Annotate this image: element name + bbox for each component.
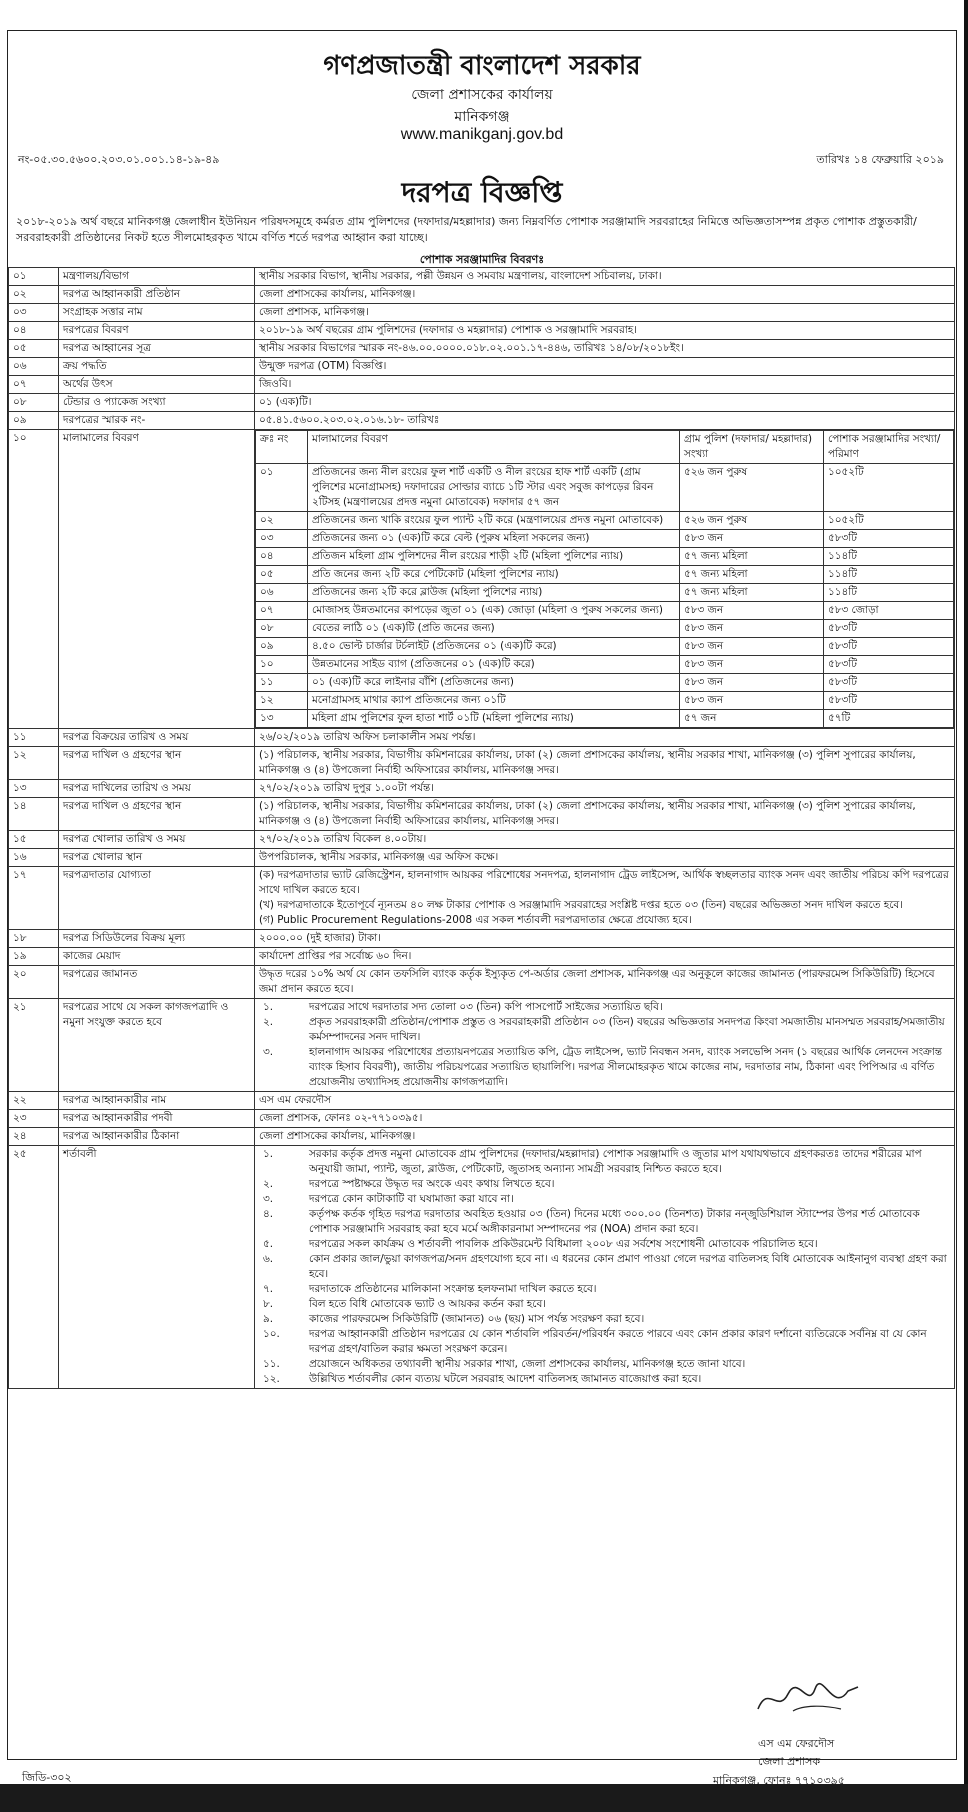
eligibility-line: (খ) দরপত্রদাতাকে ইতোপূর্বে ন্যূনতম ৪০ লক্ষ টাকার পোশাক ও সরঞ্জামাদি সরবরাহের সংশ্লিষ্ট দপ্তর হতে ০৩ (তিন) বছরের অভিজ্ঞতা সনদ দাখিল করতে হবে। [259,899,903,911]
goods-item-description: প্রতিজন মহিলা গ্রাম পুলিশদের নীল রংয়ের শাড়ী ২টি (মহিলা পুলিশের ন্যায়) [308,548,680,566]
goods-row [256,710,954,728]
goods-item-quantity: ১১৪টি [824,566,954,584]
table-row [9,1110,955,1128]
notice-frame [7,30,957,1787]
row-value: (১) পরিচালক, স্থানীয় সরকার, বিভাগীয় কমিশনারের কার্যালয়, ঢাকা (২) জেলা প্রশাসকের কার্যালয়, স্থানীয় সরকার শাখা, মানিকগঞ্জ (৩) পুলিশ সুপারের কার্যালয়, মানিকগঞ্জ ও (৪) উপজেলা নির্বাহী অফিসারের কার্যালয়, মানিকগঞ্জ সদর। [255,747,955,780]
goods-row [256,548,954,566]
list-item-number: ৬. [263,1253,274,1265]
list-item [259,1357,950,1372]
table-row [9,747,955,780]
list-item [259,1192,950,1207]
goods-header-row [256,431,954,464]
goods-item-quantity: ১০৫২টি [824,464,954,512]
row-number: ০৫ [9,340,59,358]
row-number: ২০ [9,966,59,999]
row-label: দরপত্র আহ্বানের সূত্র [59,340,255,358]
goods-row [256,512,954,530]
row-label: সংগ্রাহক সত্তার নাম [59,304,255,322]
list-item-number: ১২. [263,1373,280,1385]
goods-table [255,430,954,728]
mid-rows-2 [9,930,955,999]
row-value: কার্যাদেশ প্রাপ্তির পর সর্বোচ্চ ৬০ দিন। [255,948,955,966]
row-label: দরপত্রের জামানত [59,966,255,999]
row-label: দরপত্রের বিবরণ [59,322,255,340]
goods-item-description: প্রতি জনের জন্য ২টি করে পেটিকোট (মহিলা পুলিশের ন্যায়) [308,566,680,584]
goods-item-quantity: ১১৪টি [824,548,954,566]
row-value: উদ্ধৃত দরের ১০% অর্থ যে কোন তফসিলি ব্যাংক কর্তৃক ইস্যুকৃত পে-অর্ডার জেলা প্রশাসক, মানিকগঞ্জ এর অনুকূলে কাজের জামানত (পারফরমেন্স সিকিউরিটি) হিসেবে জমা প্রদান করতে হবে। [255,966,955,999]
table-row [9,831,955,849]
goods-item-recipients: ৫৮৩ জন [680,602,824,620]
row-label: মালামালের বিবরণ [59,430,255,729]
row-value: স্থানীয় সরকার বিভাগ, স্থানীয় সরকার, পল্লী উন্নয়ন ও সমবায় মন্ত্রণালয়, বাংলাদেশ সচিবালয়, ঢাকা। [255,268,955,286]
list-item-number: ২. [263,1016,274,1028]
row-number: ২১ [9,999,59,1092]
signer-contact: মানিকগঞ্জ, ফোনঃ ৭৭১০৩৯৫ [713,1774,845,1787]
goods-header: পোশাক সরঞ্জামাদির সংখ্যা/পরিমাণ [824,431,954,464]
goods-item-recipients: ৫৮৩ জন [680,692,824,710]
goods-item-number: ০৯ [256,638,308,656]
table-row [9,358,955,376]
goods-item-description: মনোগ্রামসহ মাথার ক্যাপ প্রতিজনের জন্য ০১টি [308,692,680,710]
documents-cell [255,999,955,1092]
website-link[interactable]: www.manikganj.gov.bd [400,126,564,143]
list-item-number: ৪. [263,1208,274,1220]
list-item [259,1147,950,1177]
list-item-number: ১. [263,1148,274,1160]
table-row [9,966,955,999]
goods-item-quantity: ১১৪টি [824,584,954,602]
list-item-number: ৩. [263,1046,274,1058]
row-number: ১২ [9,747,59,780]
row-number: ১৫ [9,831,59,849]
list-item-text: কোন প্রকার জাল/ভুয়া কাগজপত্র/সনদ গ্রহণযোগ্য হবে না। এ ধরনের কোন প্রমাণ পাওয়া গেলে দরপত্র বাতিলসহ বিধি মোতাবেক আইনানুগ ব্যবস্থা গ্রহণ করা হবে। [309,1253,947,1280]
list-item-text: দরপত্রের সকল কার্যক্রম ও শর্তাবলী পাবলিক প্রকিউরমেন্ট বিধিমালা ২০০৮ এর সর্বশেষ সংশোধনী মোতাবেক পরিচালিত হবে। [309,1238,818,1250]
goods-item-number: ০২ [256,512,308,530]
row-number: ০৯ [9,412,59,430]
row-value: ২৭/০২/২০১৯ তারিখ বিকেল ৪.০০টায়। [255,831,955,849]
eligibility-cell [255,867,955,930]
mid-rows [9,729,955,867]
row-label: অর্থের উৎস [59,376,255,394]
goods-item-recipients: ৫৮৩ জন [680,656,824,674]
row-number: ১১ [9,729,59,747]
goods-item-quantity: ১০৫২টি [824,512,954,530]
goods-item-description: উন্নতমানের সাইড ব্যাগ (প্রতিজনের ০১ (এক)টি করে) [308,656,680,674]
goods-item-number: ১০ [256,656,308,674]
row-label: মন্ত্রণালয়/বিভাগ [59,268,255,286]
list-item-text: কাজের পারফরমেন্স সিকিউরিটি (জামানত) ০৬ (ছয়) মাস পর্যন্ত সংরক্ষণ করা হবে। [309,1313,645,1325]
list-item-number: ১১. [263,1358,280,1370]
bottom-rows [9,1092,955,1146]
goods-item-quantity: ৫৮৩টি [824,530,954,548]
goods-item-number: ০১ [256,464,308,512]
row-label: দরপত্র আহ্বানকারীর পদবী [59,1110,255,1128]
memo-number: নং-০৫.৩০.৫৬০০.২০৩.০১.০০১.১৪-১৯-৪৯ [18,153,220,166]
goods-item-number: ০৪ [256,548,308,566]
signer-title: জেলা প্রশাসক [758,1755,821,1768]
row-value: জেলা প্রশাসকের কার্যালয়, মানিকগঞ্জ। [255,286,955,304]
table-row [9,376,955,394]
row-label: কাজের মেয়াদ [59,948,255,966]
row-number: ০৪ [9,322,59,340]
row-label: ক্রয় পদ্ধতি [59,358,255,376]
row-value: জেলা প্রশাসক, মানিকগঞ্জ। [255,304,955,322]
row-number: ১৬ [9,849,59,867]
goods-item-quantity: ৫৮৩টি [824,674,954,692]
row-value: (১) পরিচালক, স্থানীয় সরকার, বিভাগীয় কমিশনারের কার্যালয়, ঢাকা (২) জেলা প্রশাসকের কার্যালয়, স্থানীয় সরকার শাখা, মানিকগঞ্জ (৩) পুলিশ সুপারের কার্যালয়, মানিকগঞ্জ ও (৪) উপজেলা নির্বাহী অফিসারের কার্যালয়, মানিকগঞ্জ সদর। [255,798,955,831]
list-item [259,1237,950,1252]
goods-item-recipients: ৫৮৩ জন [680,674,824,692]
row-label: দরপত্রের সাথে যে সকল কাগজপত্রাদি ও নমুনা সংযুক্ত করতে হবে [59,999,255,1092]
goods-item-recipients: ৫৭ জন্য মহিলা [680,584,824,602]
row-label: দরপত্র বিক্রয়ের তারিখ ও সময় [59,729,255,747]
goods-item-number: ১৩ [256,710,308,728]
list-item-text: প্রকৃত সরবরাহকারী প্রতিষ্ঠান/পোশাক প্রস্তুত ও সরবরাহকারী প্রতিষ্ঠান ০৩ (তিন) বছরের অভিজ্ঞতার সনদপত্র কিংবা সমজাতীয় মানসম্মত সরবরাহ/সমজাতীয় কর্মসম্পাদনের সনদ দাখিল। [309,1016,945,1043]
row-label: দরপত্র খোলার তারিখ ও সময় [59,831,255,849]
goods-item-number: ১১ [256,674,308,692]
list-item [259,1252,950,1282]
goods-item-recipients: ৫৮৩ জন [680,638,824,656]
row-value: ০৫.৪১.৫৬০০.২০৩.০২.০১৬.১৮- তারিখঃ [255,412,955,430]
row-label: দরপত্র আহ্বানকারীর ঠিকানা [59,1128,255,1146]
goods-row [256,638,954,656]
goods-item-recipients: ৫৭ জন্য মহিলা [680,548,824,566]
row-number: ২৫ [9,1146,59,1389]
goods-item-quantity: ৫৮৩ জোড়া [824,602,954,620]
goods-item-description: মোজাসহ উন্নতমানের কাপড়ের জুতা ০১ (এক) জোড়া (মহিলা ও পুরুষ সকলের জন্য) [308,602,680,620]
row-number: ২২ [9,1092,59,1110]
goods-item-description: মহিলা গ্রাম পুলিশের ফুল হাতা শার্ট ০১টি (মহিলা পুলিশের ন্যায়) [308,710,680,728]
list-item [259,1045,950,1090]
list-item-text: হালনাগাদ আয়কর পরিশোধের প্রত্যায়নপত্রের সত্যায়িত কপি, ট্রেড লাইসেন্স, ভ্যাট নিবন্ধন সনদ, ব্যাংক সলভেন্সি সনদ (১ বছরের আর্থিক লেনদেন সংক্রান্ত ব্যাংক হিসাব বিবরণী), জাতীয় পরিচয়পত্রের সত্যায়িত ছায়ালিপি। দরপত্র সীলমোহরকৃত খামে কাজের নাম, দরদাতার নাম, ঠিকানা এবং পিপিআর এ বর্ণিত প্রয়োজনীয় তথ্যাদিসহ প্রয়োজনীয় কাগজপত্রাদি। [309,1046,942,1088]
goods-item-recipients: ৫২৬ জন পুরুষ [680,464,824,512]
table-row [9,948,955,966]
row-label: দরপত্রের স্মারক নং- [59,412,255,430]
row-value: ০১ (এক)টি। [255,394,955,412]
row-number: ০১ [9,268,59,286]
row-label: দরপত্র দাখিল ও গ্রহণের স্থান [59,747,255,780]
goods-row [256,530,954,548]
row-label: দরপত্র খোলার স্থান [59,849,255,867]
table-row [9,394,955,412]
row-number: ১৪ [9,798,59,831]
goods-item-recipients: ৫৮৩ জন [680,530,824,548]
goods-row [256,656,954,674]
row-number: ১৯ [9,948,59,966]
list-item-number: ২. [263,1178,274,1190]
row-number: ২৩ [9,1110,59,1128]
list-item-number: ৫. [263,1238,274,1250]
row-number: ১৮ [9,930,59,948]
row-label: দরপত্র দাখিলের তারিখ ও সময় [59,780,255,798]
row-number: ২৪ [9,1128,59,1146]
goods-header: গ্রাম পুলিশ (দফাদার/ মহল্লাদার) সংখ্যা [680,431,824,464]
table-row [9,322,955,340]
table-row [9,930,955,948]
district-name: মানিকগঞ্জ [454,109,510,125]
government-title: গণপ্রজাতন্ত্রী বাংলাদেশ সরকার [323,51,641,81]
goods-row [256,692,954,710]
row-label: টেন্ডার ও প্যাকেজ সংখ্যা [59,394,255,412]
list-item-number: ১. [263,1001,274,1013]
table-row [9,286,955,304]
eligibility-section [9,867,955,930]
row-value: স্থানীয় সরকার বিভাগের স্মারক নং-৪৬.০০.০০০০.০১৮.০২.০০১.১৭-৪৪৬, তারিখঃ ১৪/০৮/২০১৮ইং। [255,340,955,358]
goods-header: মালামালের বিবরণ [308,431,680,464]
list-item-number: ৭. [263,1283,274,1295]
row-value: জেলা প্রশাসকের কার্যালয়, মানিকগঞ্জ। [255,1128,955,1146]
goods-row [256,620,954,638]
list-item-text: দরপত্রে স্পষ্টাক্ষরে উদ্ধৃত দর অংকে এবং কথায় লিখতে হবে। [309,1178,555,1190]
row-label: দরপত্র আহ্বানকারীর নাম [59,1092,255,1110]
row-number: ০৩ [9,304,59,322]
row-value: উপপরিচালক, স্থানীয় সরকার, মানিকগঞ্জ এর অফিস কক্ষে। [255,849,955,867]
goods-item-description: প্রতিজনের জন্য খাকি রংয়ের ফুল প্যান্ট ২টি করে (মন্ত্রণালয়ের প্রদত্ত নমুনা মোতাবেক) [308,512,680,530]
top-rows [9,268,955,430]
goods-item-quantity: ৫৭টি [824,710,954,728]
row-number: ০৬ [9,358,59,376]
list-item [259,1297,950,1312]
section-heading: পোশাক সরঞ্জামাদির বিবরণঃ [419,253,545,266]
goods-row [256,566,954,584]
goods-item-number: ১২ [256,692,308,710]
goods-item-number: ০৩ [256,530,308,548]
row-number: ১৩ [9,780,59,798]
goods-item-recipients: ৫৭ জন [680,710,824,728]
list-item-text: উল্লিখিত শর্তাবলীর কোন ব্যত্যয় ঘটলে সরবরাহ আদেশ বাতিলসহ জামানত বাজেয়াপ্ত করা হবে। [309,1373,702,1385]
goods-item-number: ০৮ [256,620,308,638]
list-item-number: ৩. [263,1193,274,1205]
list-item-text: দরপত্রে কোন কাটাকাটি বা ঘষামাজা করা যাবে না। [309,1193,514,1205]
footer-code: জিডি-৩০২ [22,1771,72,1784]
list-item [259,1015,950,1045]
goods-item-description: ৪.৫০ ভোল্ট চার্জার টর্চলাইট (প্রতিজনের ০১ (এক)টি করে) [308,638,680,656]
row-label: দরপত্রদাতার যোগ্যতা [59,867,255,930]
list-item-text: প্রয়োজনে অধিকতর তথ্যাবলী স্থানীয় সরকার শাখা, জেলা প্রশাসকের কার্যালয়, মানিকগঞ্জ হতে জানা যাবে। [309,1358,746,1370]
goods-row [256,674,954,692]
table-row [9,780,955,798]
goods-item-recipients: ৫২৬ জন পুরুষ [680,512,824,530]
row-value: ২০১৮-১৯ অর্থ বছরের গ্রাম পুলিশদের (দফাদার ও মহল্লাদার) পোশাক ও সরঞ্জামাদি সরবরাহ। [255,322,955,340]
table-row [9,798,955,831]
table-row [9,1146,955,1389]
list-item-text: দরপত্র আহ্বানকারী প্রতিষ্ঠান দরপত্রের যে কোন শর্তাবলি পরিবর্তন/পরিবর্ধন করতে পারবে এবং কোন প্রকার কারণ দর্শানো ব্যতিরেকে সর্বনিম্ন বা যে কোন দরপত্র গ্রহণ/বাতিল করার ক্ষমতা সংরক্ষণ করেন। [309,1328,927,1355]
list-item-text: বিল হতে বিধি মোতাবেক ভ্যাট ও আয়কর কর্তন করা হবে। [309,1298,546,1310]
intro-paragraph: ২০১৮-২০১৯ অর্থ বছরে মানিকগঞ্জ জেলাধীন ইউনিয়ন পরিষদসমূহে কর্মরত গ্রাম পুলিশদের (দফাদার/মহল্লাদার) জন্য নিম্নবর্ণিত পোশাক সরঞ্জামাদি সরবরাহের নিমিত্তে অভিজ্ঞতাসম্পন্ন প্রকৃত পোশাক প্রস্তুতকারী/সরবরাহকারী প্রতিষ্ঠানের নিকট হতে সীলমোহরকৃত খামে বর্ণিত শর্তে দরপত্র আহ্বান করা যাচ্ছে। [16,215,917,244]
goods-item-quantity: ৫৮৩টি [824,620,954,638]
list-item-text: দরপত্রের সাথে দরদাতার সদ্য তোলা ০৩ (তিন) কপি পাসপোর্ট সাইজের সত্যায়িত ছবি। [309,1001,663,1013]
table-row [9,999,955,1092]
table-row [9,304,955,322]
goods-row [256,464,954,512]
row-value: ২৭/০২/২০১৯ তারিখ দুপুর ১.০০টা পর্যন্ত। [255,780,955,798]
goods-row [256,584,954,602]
table-row [9,1128,955,1146]
table-row [9,412,955,430]
list-item-text: কর্তৃপক্ষ কর্তক গৃহিত দরপত্র দরদাতার অবহিত হওয়ার ০৩ (তিন) দিনের মধ্যে ৩০০.০০ (তিনশত) টাকার নন্জুডিশিয়াল স্ট্যাম্পের উপর শর্ত মোতাবেক পোশাক সরঞ্জামাদি সরবরাহ করা হবে মর্মে অঙ্গীকারনামা সম্পাদনের পর (NOA) প্রদান করা হবে। [309,1208,920,1235]
office-name: জেলা প্রশাসকের কার্যালয় [411,87,553,103]
list-item-number: ৯. [263,1313,274,1325]
table-row [9,849,955,867]
list-item [259,1312,950,1327]
row-label: দরপত্র আহ্বানকারী প্রতিষ্ঠান [59,286,255,304]
documents-section [9,999,955,1092]
row-label: শর্তাবলী [59,1146,255,1389]
row-label: দরপত্র সিডিউলের বিক্রয় মূল্য [59,930,255,948]
table-row [9,430,955,729]
goods-item-number: ০৭ [256,602,308,620]
goods-item-description: প্রতিজনের জন্য ০১ (এক)টি করে বেল্ট (পুরুষ মহিলা সকলের জন্য) [308,530,680,548]
goods-item-recipients: ৫৮৩ জন [680,620,824,638]
goods-item-quantity: ৫৮৩টি [824,638,954,656]
list-item [259,1282,950,1297]
list-item-number: ৮. [263,1298,274,1310]
row-value: জিওবি। [255,376,955,394]
goods-item-description: প্রতিজনের জন্য ২টি করে ব্লাউজ (মহিলা পুলিশের ন্যায়) [308,584,680,602]
table-row [9,268,955,286]
list-item-number: ১০. [263,1328,280,1340]
list-item-text: দরদাতাকে প্রতিষ্ঠানের মালিকানা সংক্রান্ত হলফনামা দাখিল করতে হবে। [309,1283,597,1295]
list-item-text: সরকার কর্তৃক প্রদত্ত নমুনা মোতাবেক গ্রাম পুলিশদের (দফাদার/মহল্লাদার) পোশাক সরঞ্জামাদি ও জুতার মাপ যথাযথভাবে গ্রহণকরতঃ তাদের শরীরের মাপ অনুযায়ী জামা, প্যান্ট, জুতা, ব্লাউজ, পেটিকোট, জুতাসহ অন্যান্য সামগ্রী সরবরাহ নিশ্চিত করতে হবে। [309,1148,922,1175]
goods-item-number: ০৬ [256,584,308,602]
list-item [259,1177,950,1192]
row-value: জেলা প্রশাসক, ফোনঃ ০২-৭৭১০৩৯৫। [255,1110,955,1128]
memo-date: তারিখঃ ১৪ ফেব্রুয়ারি ২০১৯ [816,153,944,166]
row-number: ০৮ [9,394,59,412]
notice-title: দরপত্র বিজ্ঞপ্তি [401,176,563,209]
goods-item-description: প্রতিজনের জন্য নীল রংয়ের ফুল শার্ট একটি ও নীল রংয়ের হাফ শার্ট একটি (গ্রাম পুলিশের মনোগ্রামসহ) দফাদারের সোল্ডার ব্যাচে ১টি স্টার এবং সবুজ কাপড়ের রিবন ২টিসহ (মন্ত্রণালয়ের প্রদত্ত নমুনা মোতাবেক) দফাদার ৫৭ জন [308,464,680,512]
goods-section [9,430,955,729]
terms-cell [255,1146,955,1389]
list-item [259,1327,950,1357]
list-item [259,1372,950,1387]
row-number: ০৭ [9,376,59,394]
row-number: ১০ [9,430,59,729]
row-value: এস এম ফেরদৌস [255,1092,955,1110]
goods-item-description: বেতের লাঠি ০১ (এক)টি (প্রতি জনের জন্য) [308,620,680,638]
signature-icon [753,1679,863,1719]
goods-body [256,464,954,728]
row-number: ০২ [9,286,59,304]
row-value: ২০০০.০০ (দুই হাজার) টাকা। [255,930,955,948]
table-row [9,729,955,747]
signer-name: এস এম ফেরদৌস [758,1737,835,1750]
goods-item-description: ০১ (এক)টি করে লাইনার বাঁশি (প্রতিজনের জন্য) [308,674,680,692]
eligibility-line: (গ) Public Procurement Regulations-2008 এর সকল শর্তাবলী দরপত্রদাতার ক্ষেত্রে প্রযোজ্য হবে। [259,914,692,926]
goods-item-number: ০৫ [256,566,308,584]
tender-table [8,267,955,1389]
row-number: ১৭ [9,867,59,930]
table-row [9,340,955,358]
goods-cell [255,430,955,729]
goods-header: ক্রঃ নং [256,431,308,464]
list-item [259,1207,950,1237]
row-label: দরপত্র দাখিল ও গ্রহণের স্থান [59,798,255,831]
table-row [9,867,955,930]
goods-item-quantity: ৫৮৩টি [824,692,954,710]
table-row [9,1092,955,1110]
goods-item-quantity: ৫৮৩টি [824,656,954,674]
row-value: ২৬/০২/২০১৯ তারিখ অফিস চলাকালীন সময় পর্যন্ত। [255,729,955,747]
terms-section [9,1146,955,1389]
list-item [259,1000,950,1015]
eligibility-line: (ক) দরপত্রদাতার ভ্যাট রেজিস্ট্রেশন, হালনাগাদ আয়কর পরিশোধের সনদপত্র, হালনাগাদ ট্রেড লাইসেন্স, আর্থিক স্বচ্ছলতার ব্যাংক সনদ এবং জাতীয় পরিচয় কপি দরপত্রের সাথে দাখিল করতে হবে। [259,869,949,896]
goods-row [256,602,954,620]
row-value: উন্মুক্ত দরপত্র (OTM) বিজ্ঞপ্তি। [255,358,955,376]
goods-item-recipients: ৫৭ জন্য মহিলা [680,566,824,584]
